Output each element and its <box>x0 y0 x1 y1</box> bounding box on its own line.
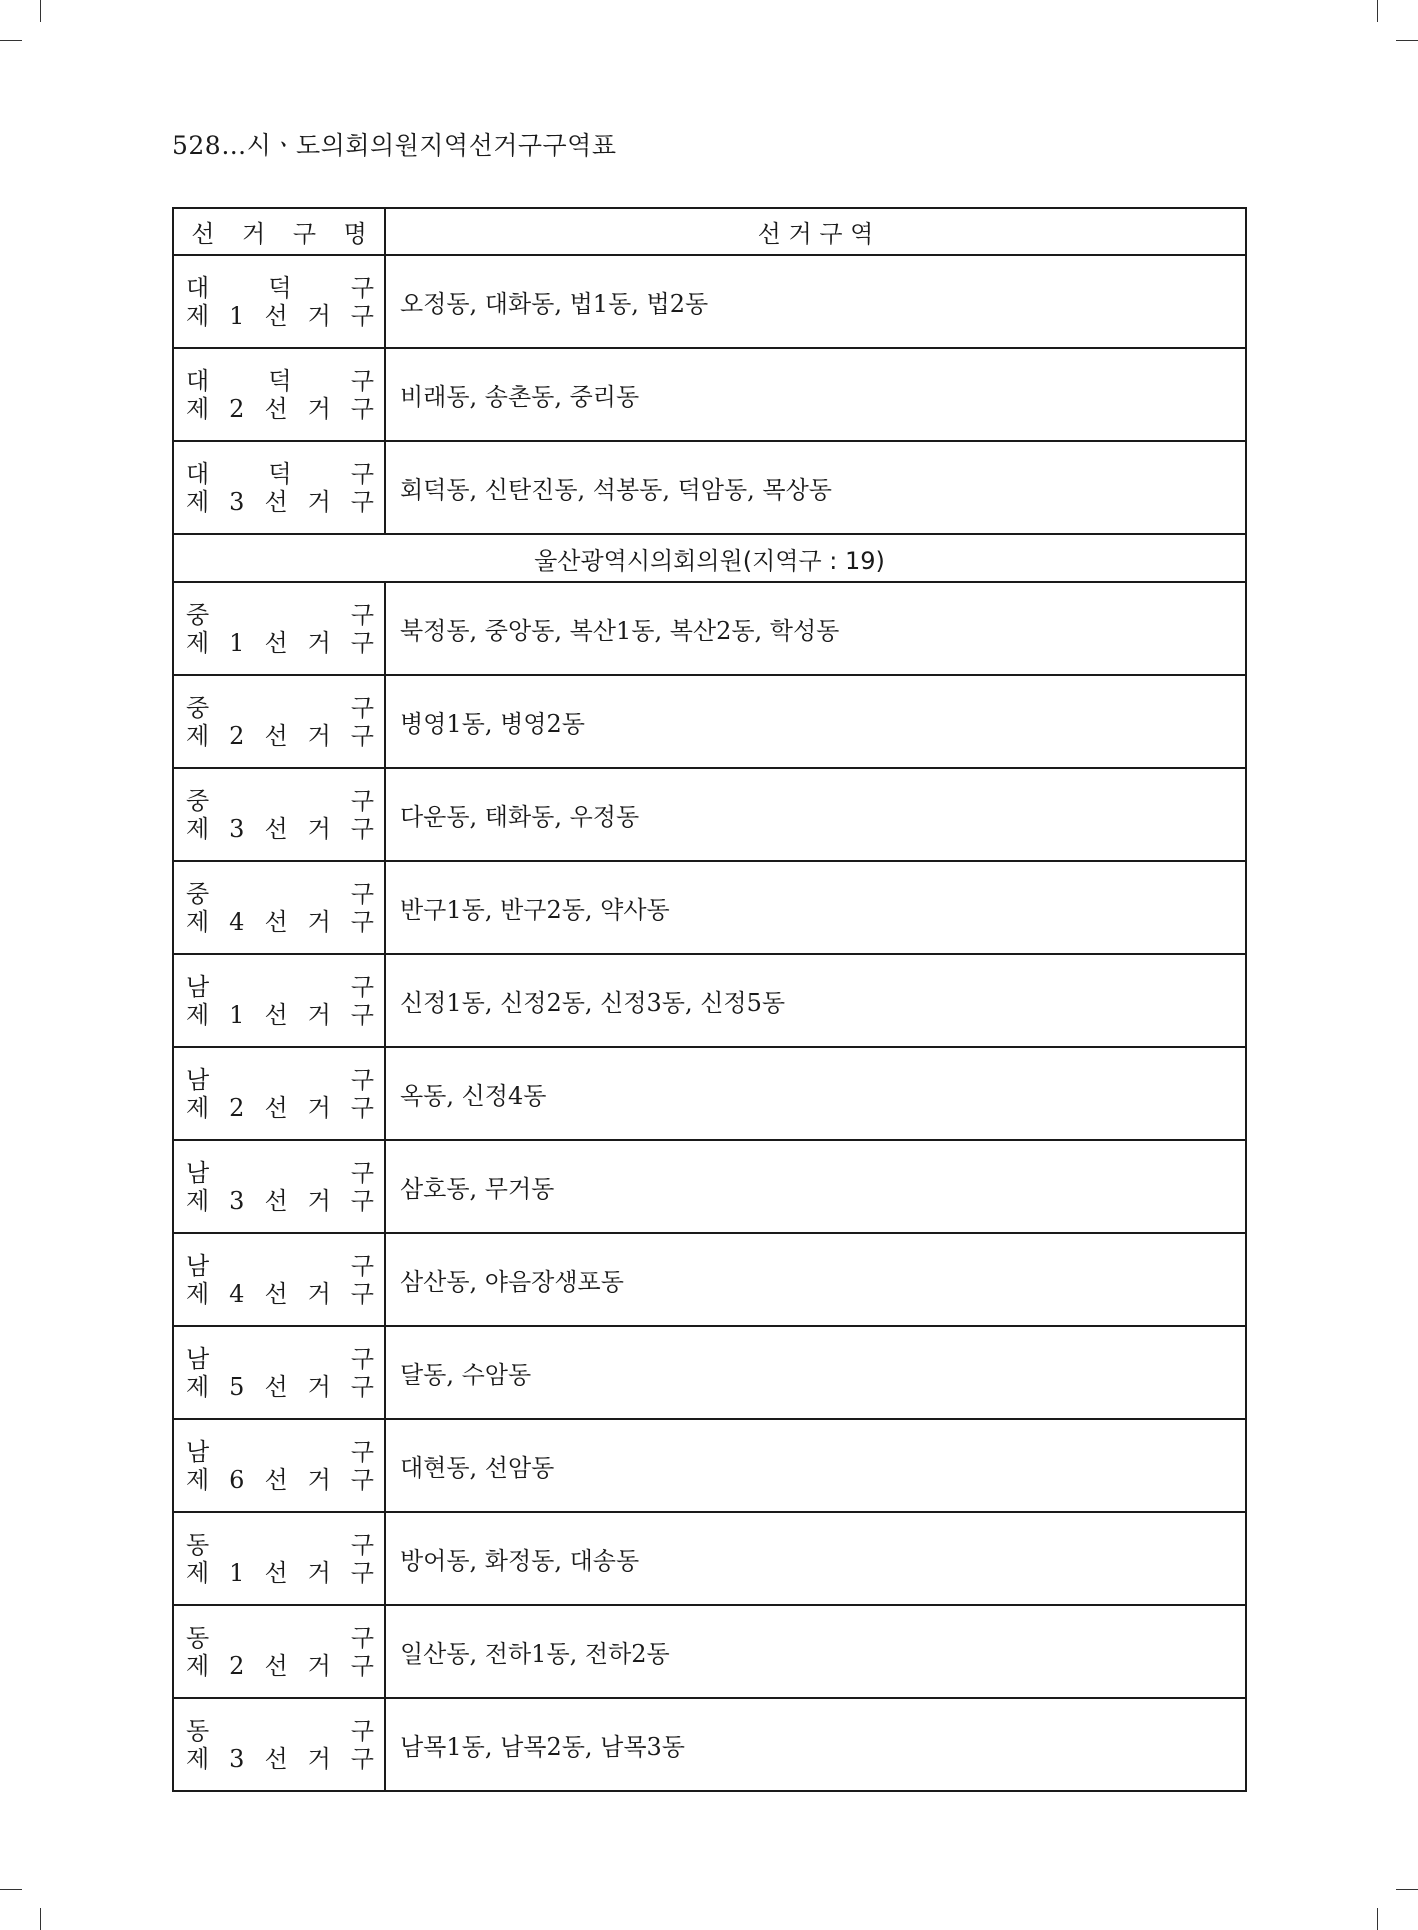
district-name-char: 구 <box>350 394 374 423</box>
district-name-char: 3 <box>229 1744 245 1773</box>
district-name-char: 구 <box>350 721 374 750</box>
district-name-char: 동 <box>186 1716 210 1745</box>
district-name-char: 거 <box>307 1186 331 1215</box>
district-area-cell: 방어동, 화정동, 대송동 <box>385 1512 1246 1605</box>
district-name-char: 거 <box>307 1372 331 1401</box>
district-name-cell <box>173 1140 385 1233</box>
table-row <box>173 582 1246 675</box>
district-name-char: 거 <box>307 907 331 936</box>
district-name-char: 제 <box>186 301 210 330</box>
district-name-line1 <box>186 1624 374 1652</box>
district-name-char: 선 <box>264 1465 288 1494</box>
district-area-cell: 일산동, 전하1동, 전하2동 <box>385 1605 1246 1698</box>
header-area-char: 선 <box>757 220 781 248</box>
district-name-char: 구 <box>350 273 374 302</box>
district-area-cell: 비래동, 송촌동, 중리동 <box>385 348 1246 441</box>
district-name-char: 제 <box>186 721 210 750</box>
district-name-char: 구 <box>350 487 374 516</box>
district-name-char: 구 <box>350 1279 374 1308</box>
table-row <box>173 1512 1246 1605</box>
district-name-line2 <box>186 908 374 936</box>
district-name-char: 남 <box>186 1251 210 1280</box>
crop-mark <box>1396 40 1418 41</box>
district-name-char: 남 <box>186 972 210 1001</box>
district-name-char: 6 <box>229 1465 245 1494</box>
district-name-char: 구 <box>350 1530 374 1559</box>
district-name-line2 <box>186 629 374 657</box>
district-name-char: 구 <box>350 1158 374 1187</box>
header-area-char: 거 <box>788 220 812 248</box>
crop-mark <box>40 1908 41 1930</box>
district-name-char: 제 <box>186 394 210 423</box>
district-name-cell <box>173 861 385 954</box>
district-name-line2 <box>186 1001 374 1029</box>
table-row <box>173 768 1246 861</box>
table-row <box>173 255 1246 348</box>
district-name-char: 구 <box>350 1744 374 1773</box>
district-name-char: 제 <box>186 487 210 516</box>
section-body <box>173 534 1246 582</box>
district-name-cell <box>173 1512 385 1605</box>
district-name-line1 <box>186 1438 374 1466</box>
district-name-line1 <box>186 694 374 722</box>
header-district-name: 선 거 구 명 <box>173 208 385 255</box>
district-name-char: 제 <box>186 628 210 657</box>
district-name-char: 구 <box>350 907 374 936</box>
district-name-char: 대 <box>186 366 210 395</box>
district-name-char: 선 <box>264 394 288 423</box>
district-name-char: 구 <box>350 693 374 722</box>
district-name-char: 거 <box>307 1744 331 1773</box>
table-row <box>173 1698 1246 1791</box>
district-name-char: 거 <box>307 814 331 843</box>
table-body-after <box>173 582 1246 1791</box>
district-name-char: 제 <box>186 907 210 936</box>
district-area-cell: 회덕동, 신탄진동, 석봉동, 덕암동, 목상동 <box>385 441 1246 534</box>
district-name-char: 선 <box>264 1744 288 1773</box>
district-area-cell: 남목1동, 남목2동, 남목3동 <box>385 1698 1246 1791</box>
district-name-char: 제 <box>186 1186 210 1215</box>
district-name-char: 제 <box>186 814 210 843</box>
district-name-line1 <box>186 973 374 1001</box>
district-area-cell: 삼호동, 무거동 <box>385 1140 1246 1233</box>
district-name-char: 구 <box>350 1372 374 1401</box>
district-name-char: 덕 <box>268 459 292 488</box>
district-name-cell <box>173 1419 385 1512</box>
table-body-before <box>173 255 1246 534</box>
district-name-char: 거 <box>307 721 331 750</box>
district-name-cell <box>173 582 385 675</box>
district-name-char: 거 <box>307 301 331 330</box>
district-name-line2 <box>186 488 374 516</box>
district-name-char: 구 <box>350 879 374 908</box>
district-area-cell: 병영1동, 병영2동 <box>385 675 1246 768</box>
district-name-char: 2 <box>229 394 245 423</box>
district-name-line2 <box>186 1745 374 1773</box>
district-name-char: 1 <box>229 1000 245 1029</box>
district-area-cell: 삼산동, 야음장생포동 <box>385 1233 1246 1326</box>
district-name-char: 구 <box>350 1558 374 1587</box>
district-name-line1 <box>186 601 374 629</box>
district-name-cell <box>173 441 385 534</box>
district-name-char: 3 <box>229 1186 245 1215</box>
district-name-char: 선 <box>264 907 288 936</box>
district-name-char: 구 <box>350 1093 374 1122</box>
district-name-line1 <box>186 274 374 302</box>
district-name-char: 구 <box>350 786 374 815</box>
table-row <box>173 1605 1246 1698</box>
district-name-char: 제 <box>186 1744 210 1773</box>
header-area-char: 구 <box>819 220 843 248</box>
district-name-char: 중 <box>186 600 210 629</box>
table-row <box>173 1140 1246 1233</box>
district-name-char: 거 <box>307 394 331 423</box>
district-name-char: 구 <box>350 972 374 1001</box>
district-name-line1 <box>186 367 374 395</box>
crop-mark <box>1396 1889 1418 1890</box>
district-name-cell <box>173 675 385 768</box>
district-name-char: 제 <box>186 1093 210 1122</box>
district-name-char: 구 <box>350 1251 374 1280</box>
district-name-char: 5 <box>229 1372 245 1401</box>
district-name-char: 남 <box>186 1437 210 1466</box>
district-name-line2 <box>186 1094 374 1122</box>
district-name-char: 구 <box>350 1437 374 1466</box>
district-area-cell: 반구1동, 반구2동, 약사동 <box>385 861 1246 954</box>
district-area-cell: 신정1동, 신정2동, 신정3동, 신정5동 <box>385 954 1246 1047</box>
district-name-char: 거 <box>307 1000 331 1029</box>
district-name-char: 덕 <box>268 273 292 302</box>
table-row <box>173 1326 1246 1419</box>
district-name-char: 선 <box>264 1000 288 1029</box>
district-name-char: 구 <box>350 1000 374 1029</box>
district-name-char: 구 <box>350 628 374 657</box>
district-name-line2 <box>186 1280 374 1308</box>
district-name-char: 동 <box>186 1530 210 1559</box>
district-name-cell <box>173 1326 385 1419</box>
table-row <box>173 1419 1246 1512</box>
district-area-cell: 북정동, 중앙동, 복산1동, 복산2동, 학성동 <box>385 582 1246 675</box>
table-row <box>173 675 1246 768</box>
district-name-char: 거 <box>307 628 331 657</box>
district-name-line1 <box>186 880 374 908</box>
district-name-line1 <box>186 1531 374 1559</box>
crop-mark <box>0 40 22 41</box>
district-name-cell <box>173 255 385 348</box>
district-name-char: 구 <box>350 600 374 629</box>
district-name-line1 <box>186 1345 374 1373</box>
table-row <box>173 348 1246 441</box>
district-name-char: 선 <box>264 721 288 750</box>
district-name-char: 제 <box>186 1465 210 1494</box>
district-name-char: 구 <box>350 1651 374 1680</box>
district-name-char: 제 <box>186 1000 210 1029</box>
district-name-char: 1 <box>229 628 245 657</box>
district-name-char: 거 <box>307 1093 331 1122</box>
district-name-char: 선 <box>264 487 288 516</box>
crop-mark <box>1377 0 1378 22</box>
district-name-char: 선 <box>264 814 288 843</box>
district-name-line2 <box>186 722 374 750</box>
district-name-char: 대 <box>186 459 210 488</box>
district-name-char: 구 <box>350 301 374 330</box>
district-name-char: 구 <box>350 1623 374 1652</box>
table-row <box>173 1233 1246 1326</box>
district-area-cell: 대현동, 선암동 <box>385 1419 1246 1512</box>
district-name-char: 2 <box>229 1651 245 1680</box>
district-name-char: 거 <box>307 487 331 516</box>
district-name-cell <box>173 348 385 441</box>
district-name-cell <box>173 1605 385 1698</box>
district-name-char: 제 <box>186 1558 210 1587</box>
header-area <box>385 208 1246 255</box>
district-name-line1 <box>186 787 374 815</box>
district-name-char: 선 <box>264 628 288 657</box>
crop-mark <box>0 1889 22 1890</box>
district-name-char: 동 <box>186 1623 210 1652</box>
crop-mark <box>40 0 41 22</box>
header-area-char: 역 <box>850 220 874 248</box>
table-row <box>173 861 1246 954</box>
district-name-line2 <box>186 1559 374 1587</box>
district-name-cell <box>173 954 385 1047</box>
district-area-cell: 오정동, 대화동, 법1동, 법2동 <box>385 255 1246 348</box>
district-name-char: 제 <box>186 1372 210 1401</box>
district-name-line2 <box>186 1466 374 1494</box>
district-name-char: 구 <box>350 1716 374 1745</box>
district-name-line1 <box>186 1159 374 1187</box>
district-name-char: 구 <box>350 1065 374 1094</box>
district-name-char: 선 <box>264 1093 288 1122</box>
district-name-char: 거 <box>307 1465 331 1494</box>
table-row <box>173 954 1246 1047</box>
district-table <box>172 207 1247 1792</box>
district-name-char: 선 <box>264 1279 288 1308</box>
district-name-char: 중 <box>186 879 210 908</box>
table-row <box>173 1047 1246 1140</box>
district-name-char: 거 <box>307 1279 331 1308</box>
district-name-line1 <box>186 1252 374 1280</box>
district-name-char: 구 <box>350 366 374 395</box>
district-name-char: 선 <box>264 301 288 330</box>
district-area-cell: 달동, 수암동 <box>385 1326 1246 1419</box>
district-name-line2 <box>186 1373 374 1401</box>
district-name-char: 남 <box>186 1344 210 1373</box>
district-name-char: 거 <box>307 1558 331 1587</box>
district-name-char: 선 <box>264 1558 288 1587</box>
district-name-char: 구 <box>350 1344 374 1373</box>
district-name-char: 선 <box>264 1186 288 1215</box>
district-name-char: 남 <box>186 1065 210 1094</box>
district-name-line2 <box>186 1187 374 1215</box>
district-name-char: 구 <box>350 1465 374 1494</box>
table-header-row <box>173 208 1246 255</box>
district-name-char: 제 <box>186 1279 210 1308</box>
district-name-char: 구 <box>350 459 374 488</box>
table-row <box>173 441 1246 534</box>
district-name-cell <box>173 1047 385 1140</box>
district-name-line2 <box>186 395 374 423</box>
page-header: 528…시ㆍ도의회의원지역선거구구역표 <box>172 131 617 160</box>
district-name-char: 2 <box>229 721 245 750</box>
crop-mark <box>1377 1908 1378 1930</box>
district-name-cell <box>173 1233 385 1326</box>
district-name-char: 3 <box>229 487 245 516</box>
district-name-line2 <box>186 1652 374 1680</box>
district-name-char: 거 <box>307 1651 331 1680</box>
district-name-char: 남 <box>186 1158 210 1187</box>
district-area-cell: 다운동, 태화동, 우정동 <box>385 768 1246 861</box>
district-name-cell <box>173 1698 385 1791</box>
district-name-char: 선 <box>264 1651 288 1680</box>
district-name-char: 1 <box>229 301 245 330</box>
district-name-char: 제 <box>186 1651 210 1680</box>
district-name-line1 <box>186 1717 374 1745</box>
district-name-char: 덕 <box>268 366 292 395</box>
district-name-char: 4 <box>229 907 245 936</box>
district-name-line2 <box>186 302 374 330</box>
district-name-line1 <box>186 1066 374 1094</box>
district-name-char: 1 <box>229 1558 245 1587</box>
district-name-line2 <box>186 815 374 843</box>
section-title-row <box>173 534 1246 582</box>
district-name-char: 중 <box>186 693 210 722</box>
district-name-char: 2 <box>229 1093 245 1122</box>
district-area-cell: 옥동, 신정4동 <box>385 1047 1246 1140</box>
district-name-char: 구 <box>350 814 374 843</box>
district-name-cell <box>173 768 385 861</box>
district-name-char: 구 <box>350 1186 374 1215</box>
district-name-char: 4 <box>229 1279 245 1308</box>
district-name-char: 3 <box>229 814 245 843</box>
district-name-line1 <box>186 460 374 488</box>
section-title: 울산광역시의회의원(지역구 : 19) <box>173 534 1246 582</box>
district-name-char: 중 <box>186 786 210 815</box>
district-name-char: 대 <box>186 273 210 302</box>
district-name-char: 선 <box>264 1372 288 1401</box>
